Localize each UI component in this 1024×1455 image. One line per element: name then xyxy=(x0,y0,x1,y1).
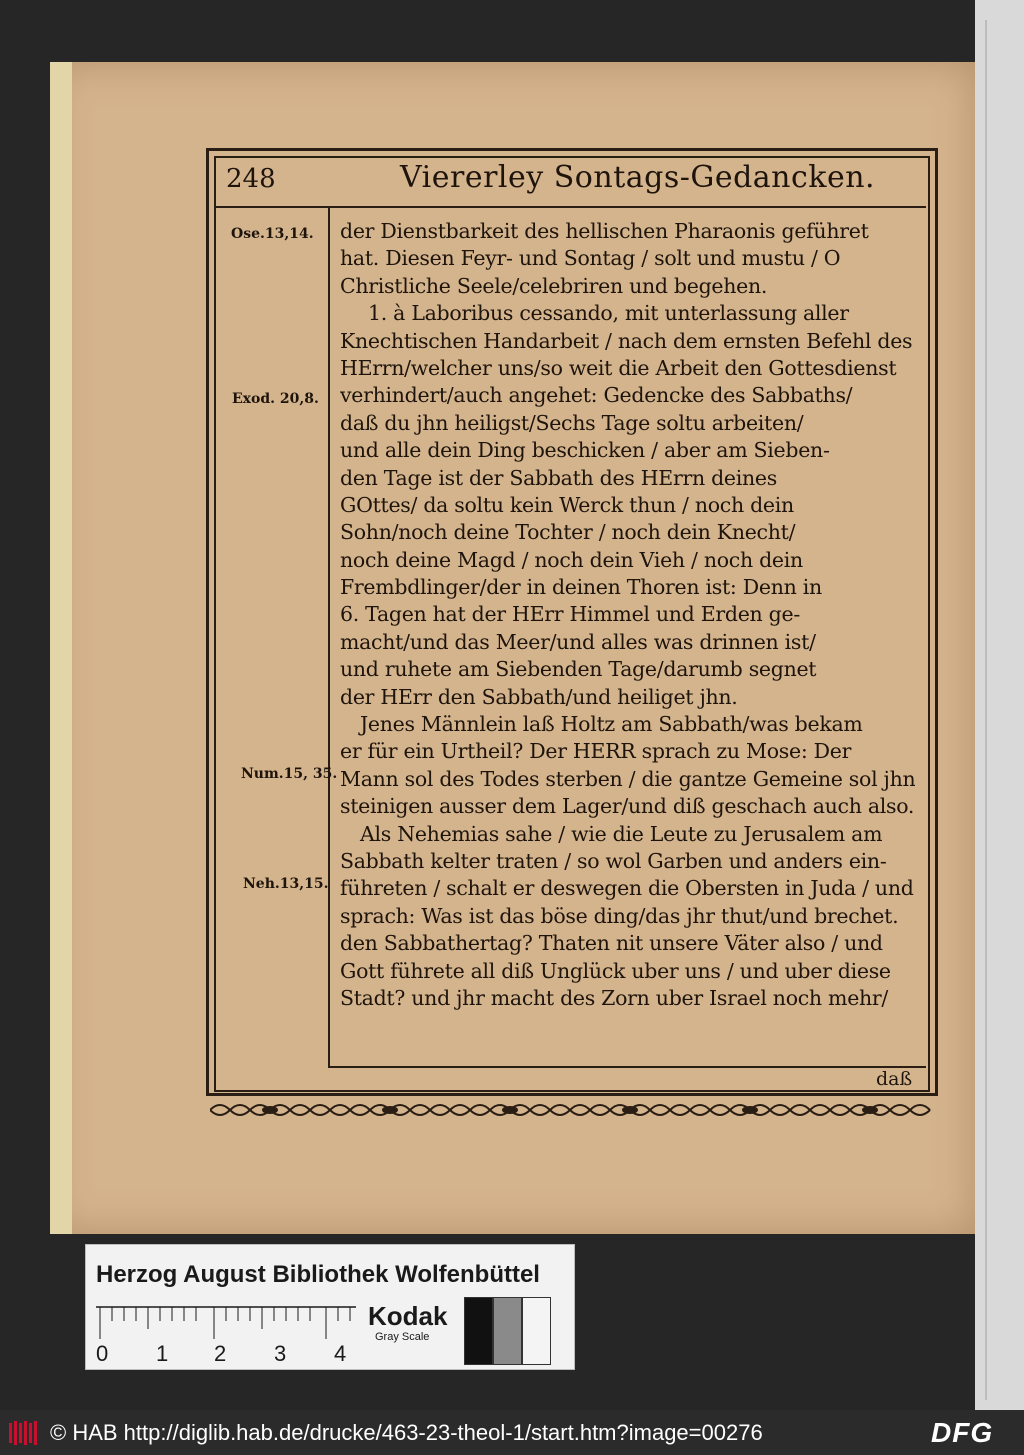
text-line: Frembdlinger/der in deinen Thoren ist: Denn in xyxy=(340,575,822,600)
kodak-logo: Kodak xyxy=(368,1301,448,1331)
color-target-card xyxy=(85,1244,575,1370)
running-head: Viererley Sontags-Gedancken. xyxy=(400,160,876,195)
text-line: daß du jhn heiligst/Sechs Tage soltu arbeiten/ xyxy=(340,410,804,435)
ruler-label: 2 xyxy=(214,1341,227,1366)
text-line: steinigen ausser dem Lager/und diß geschach auch also. xyxy=(340,794,915,819)
footer-rule xyxy=(330,1066,926,1068)
margin-note: Neh.13,15. xyxy=(243,876,329,892)
facing-page-edge xyxy=(975,0,1024,1410)
body-text xyxy=(340,218,915,1012)
margin-note: Num.15, 35. xyxy=(241,766,338,782)
text-line: Gott führete all diß Unglück uber uns / und uber diese xyxy=(340,958,891,983)
gray-scale-label: Gray Scale xyxy=(375,1331,430,1343)
text-line: verhindert/auch angehet: Gedencke des Sabbaths/ xyxy=(340,383,853,408)
text-line: Knechtischen Handarbeit / nach dem ernsten Befehl des xyxy=(340,328,913,353)
ruler-label: 3 xyxy=(274,1341,287,1366)
text-line: Sabbath kelter traten / so wol Garben und anders ein- xyxy=(340,848,887,873)
page-number: 248 xyxy=(226,164,276,194)
header-rule xyxy=(214,206,926,208)
ruler-label: 1 xyxy=(156,1341,169,1366)
page-fore-edge xyxy=(50,62,72,1234)
text-line: GOttes/ da soltu kein Werck thun / noch dein xyxy=(340,492,794,517)
text-line: der Dienstbarkeit des hellischen Pharaonis geführet xyxy=(340,219,869,243)
text-line: Christliche Seele/celebriren und begehen. xyxy=(340,273,768,298)
text-line: und alle dein Ding beschicken / aber am Sieben- xyxy=(340,438,830,463)
gray-swatch-black xyxy=(464,1297,493,1365)
text-line: führeten / schalt er deswegen die Obersten in Juda / und xyxy=(340,876,914,901)
text-line: 1. à Laboribus cessando, mit unterlassung aller xyxy=(368,301,849,326)
text-line: Stadt? und jhr macht des Zorn uber Israel noch mehr/ xyxy=(340,985,889,1010)
ruler-label: 0 xyxy=(96,1341,109,1366)
text-line: hat. Diesen Feyr- und Sontag / solt und mustu / O xyxy=(340,246,841,271)
text-line: er für ein Urtheil? Der HERR sprach zu Mose: Der xyxy=(340,739,852,764)
text-line: der HErr den Sabbath/und heiliget jhn. xyxy=(340,684,738,709)
gray-swatch-mid xyxy=(493,1297,522,1365)
text-line: Mann sol des Todes sterben / die gantze Gemeine sol jhn xyxy=(340,766,915,791)
text-line: 6. Tagen hat der HErr Himmel und Erden ge- xyxy=(340,602,800,627)
dfg-logo: DFG xyxy=(931,1417,994,1448)
text-line: und ruhete am Siebenden Tage/darumb segnet xyxy=(340,657,817,682)
gray-swatch-white xyxy=(522,1297,551,1365)
text-line: den Tage ist der Sabbath des HErrn deines xyxy=(340,465,777,490)
text-line: Als Nehemias sahe / wie die Leute zu Jerusalem am xyxy=(360,821,883,846)
text-line: macht/und das Meer/und alles was drinnen ist/ xyxy=(340,629,816,654)
margin-column-rule xyxy=(328,208,330,1068)
text-line: Sohn/noch deine Tochter / noch dein Knecht/ xyxy=(340,520,796,545)
margin-note: Ose.13,14. xyxy=(231,226,314,242)
ruler-label: 4 xyxy=(334,1341,347,1366)
text-line: noch deine Magd / noch dein Vieh / noch dein xyxy=(340,547,803,572)
margin-note: Exod. 20,8. xyxy=(232,391,319,407)
hab-logo-icon xyxy=(8,1419,40,1447)
text-line: sprach: Was ist das böse ding/das jhr thut/und brechet. xyxy=(340,903,899,928)
ruler-scale xyxy=(96,1305,356,1341)
ornamental-border xyxy=(210,1096,936,1124)
text-line: HErrn/welcher uns/so weit die Arbeit den Gottesdienst xyxy=(340,355,897,380)
text-line: den Sabbathertag? Thaten nit unsere Väter also / und xyxy=(340,931,883,956)
copyright-url: © HAB http://diglib.hab.de/drucke/463-23-theol-1/start.htm?image=00276 xyxy=(50,1420,763,1445)
catchword: daß xyxy=(876,1068,913,1090)
footer-bar xyxy=(0,1410,1024,1455)
library-name: Herzog August Bibliothek Wolfenbüttel xyxy=(96,1261,540,1288)
text-line: Jenes Männlein laß Holtz am Sabbath/was bekam xyxy=(360,712,863,737)
